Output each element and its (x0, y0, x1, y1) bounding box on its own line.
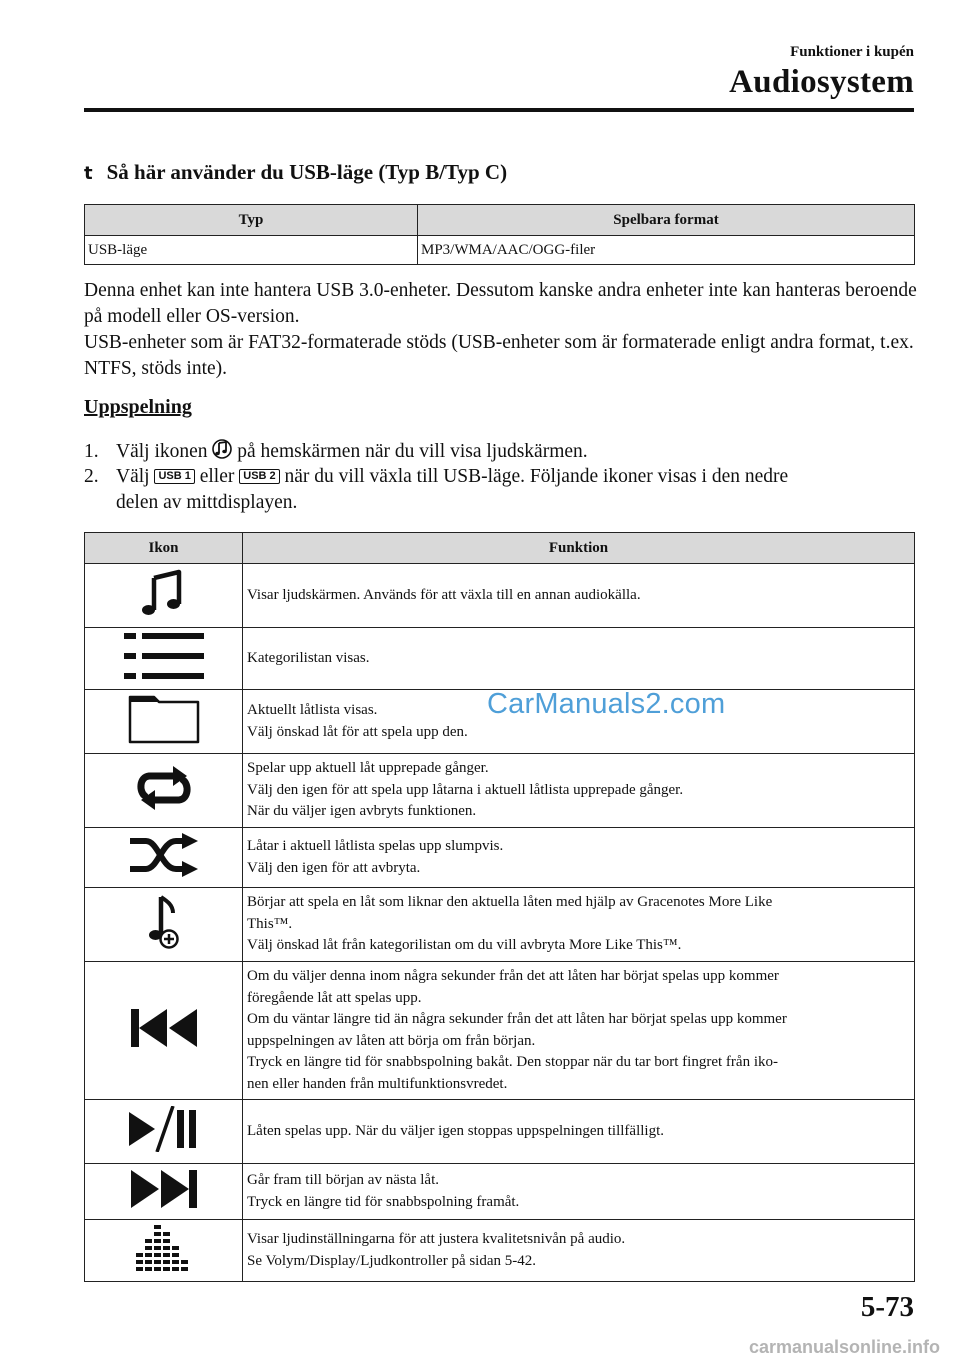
play-pause-icon[interactable] (129, 1106, 199, 1152)
row-text: Visar ljudinställningarna för att justera kvalitetsnivån på audio. (247, 1231, 626, 1247)
row-text: Går fram till början av nästa låt. (247, 1172, 440, 1188)
table-row (85, 962, 915, 1100)
more-like-this-icon[interactable] (147, 895, 181, 949)
row-text: Om du väntar längre tid än några sekunder från det att låten har börjat spelas upp kommer (247, 1011, 787, 1027)
step-2: 2. Välj USB 1 eller USB 2 när du vill växla till USB-läge. Följande ikoner visas i den nedre delen av mittdisplayen. (84, 466, 789, 513)
header-rule (84, 108, 914, 112)
row-text: Välj den igen för att avbryta. (247, 859, 421, 876)
repeat-icon[interactable] (131, 766, 197, 810)
row-text: Låtar i aktuell låtlista spelas upp slumpvis. (247, 838, 504, 854)
icon-table-header-function: Funktion (243, 533, 915, 564)
footer-site: carmanualsonline.info (748, 1337, 940, 1357)
row-text: Kategorilistan visas. (247, 649, 370, 666)
chapter-label: Funktioner i kupén (790, 44, 914, 60)
intro-paragraph: Denna enhet kan inte hantera USB 3.0-enheter. Dessutom kanske andra enheter inte kan hanteras beroende på modell eller OS-version. (84, 280, 917, 327)
row-text: Låten spelas upp. När du väljer igen stoppas uppspelningen tillfälligt. (247, 1122, 664, 1139)
music-note-icon[interactable] (139, 568, 189, 618)
format-files-cell: MP3/WMA/AAC/OGG-filer (418, 236, 915, 265)
table-row (85, 564, 915, 628)
row-text: Visar ljudskärmen. Används för att växla till en annan audiokälla. (247, 586, 641, 603)
row-text: nen eller handen från multifunktionsvredet. (247, 1075, 508, 1092)
page-title: Audiosystem (729, 64, 914, 100)
table-row (85, 828, 915, 888)
table-row (85, 1164, 915, 1220)
row-text: Börjar att spela en låt som liknar den aktuella låten med hjälp av Gracenotes More Like (247, 894, 773, 911)
row-text: När du väljer igen avbryts funktionen. (247, 803, 477, 820)
folder-icon[interactable] (128, 694, 200, 744)
format-table-header-type: Typ (85, 205, 418, 236)
format-table (84, 204, 915, 265)
music-note-icon (212, 438, 232, 460)
row-text: uppspelningen av låten att börja om från början. (247, 1032, 536, 1049)
next-track-icon[interactable] (131, 1170, 197, 1208)
table-row (85, 888, 915, 962)
format-table-header-formats: Spelbara format (418, 205, 915, 236)
table-row (85, 628, 915, 690)
row-text: This™. (247, 915, 293, 932)
row-text: Välj den igen för att spela upp låtarna i aktuell låtlista upprepade gånger. (247, 781, 684, 798)
section-heading (84, 160, 507, 185)
format-type-cell: USB-läge (85, 236, 418, 265)
row-text: Välj önskad låt från kategorilistan om du vill avbryta More Like This™. (247, 937, 682, 954)
section-marker: t (84, 163, 93, 184)
watermark: CarManuals2.com (487, 688, 726, 720)
table-row (85, 754, 915, 828)
row-text: Välj önskad låt för att spela upp den. (247, 723, 468, 740)
table-row (85, 236, 915, 265)
playback-heading: Uppspelning (84, 396, 192, 418)
usb2-button[interactable]: USB 2 (239, 469, 279, 484)
row-text: Tryck en längre tid för snabbspolning framåt. (247, 1193, 520, 1210)
section-title: Så här använder du USB-läge (Typ B/Typ C) (106, 160, 508, 184)
page-number: 5-73 (860, 1291, 914, 1323)
icon-table (84, 532, 915, 1282)
row-text: Se Volym/Display/Ljudkontroller på sidan 5-42. (247, 1252, 537, 1269)
row-text: Om du väljer denna inom några sekunder från det att låten har börjat spelas upp kommer (247, 968, 779, 984)
row-text: föregående låt att spelas upp. (247, 989, 422, 1006)
row-text: Aktuellt låtlista visas. (247, 702, 378, 718)
usb1-button[interactable]: USB 1 (154, 469, 194, 484)
list-icon[interactable] (124, 633, 204, 679)
equalizer-icon[interactable] (133, 1225, 195, 1271)
icon-table-header-icon: Ikon (85, 533, 243, 564)
fat32-paragraph: USB-enheter som är FAT32-formaterade stöds (USB-enheter som är formaterade enligt andra format, t.ex. NTFS, stöds inte). (84, 332, 914, 379)
previous-track-icon[interactable] (131, 1009, 197, 1047)
row-text: Tryck en längre tid för snabbspolning bakåt. Den stoppar när du tar bort fingret från iko- (247, 1054, 778, 1070)
table-row (85, 1100, 915, 1164)
table-row (85, 1220, 915, 1282)
shuffle-icon[interactable] (128, 833, 200, 877)
row-text: Spelar upp aktuell låt upprepade gånger. (247, 760, 489, 777)
step-1: 1. Välj ikonen på hemskärmen när du vill visa ljudskärmen. (84, 438, 919, 465)
